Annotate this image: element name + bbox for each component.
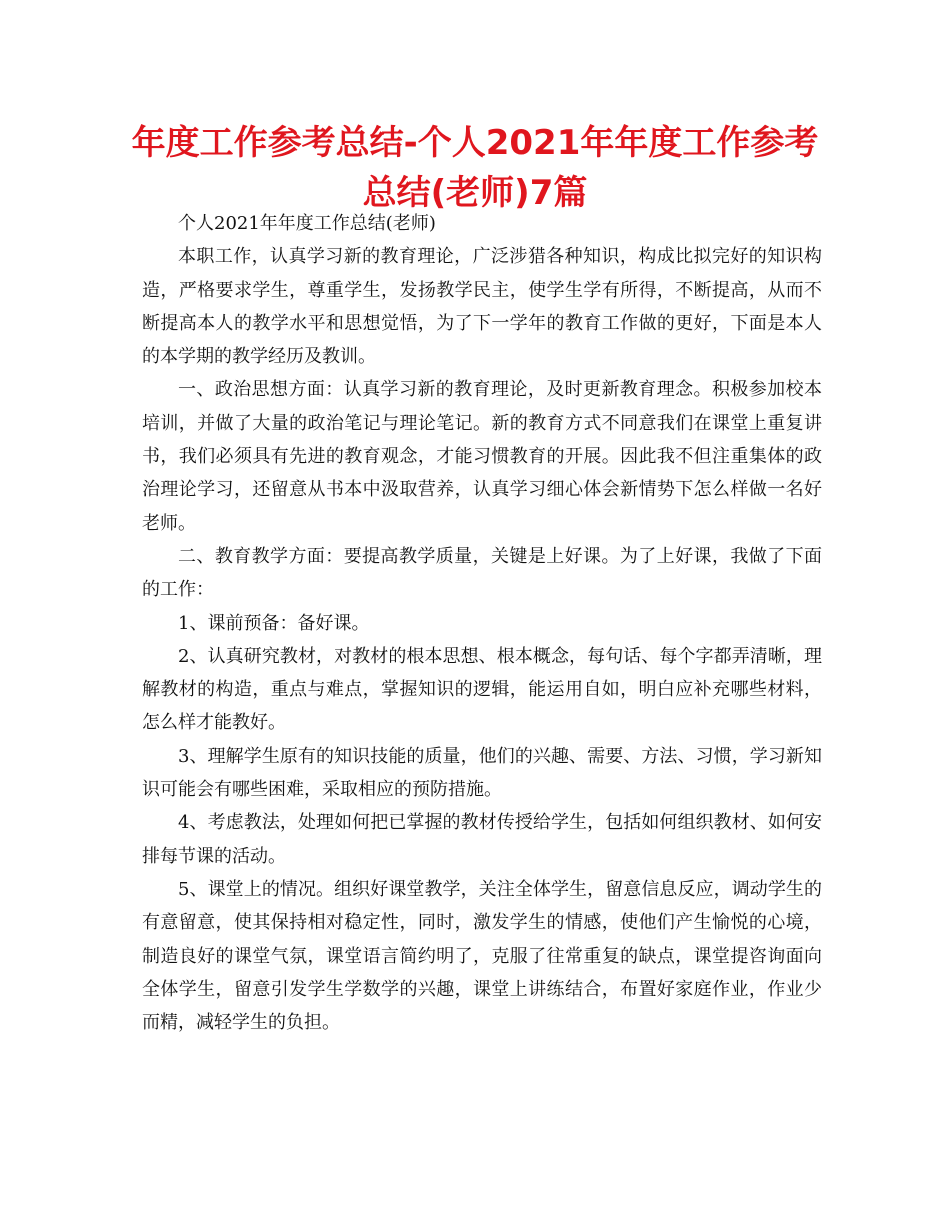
- document-body: [142, 207, 822, 1039]
- paragraph-item-4: 4、考虑教法，处理如何把已掌握的教材传授给学生，包括如何组织教材、如何安排每节课的活动。: [142, 812, 822, 867]
- paragraph-item-3: 3、理解学生原有的知识技能的质量，他们的兴趣、需要、方法、习惯，学习新知识可能会有哪些困难，采取相应的预防措施。: [142, 745, 822, 801]
- paragraph-item-1: 1、课前预备：备好课。: [178, 612, 370, 634]
- paragraph-intro: 本职工作，认真学习新的教育理论，广泛涉猎各种知识，构成比拟完好的知识构造，严格要求学生，尊重学生，发扬教学民主，使学生学有所得，不断提高，从而不断提高本人的教学水平和思想觉悟，为了下一学年的教育工作做的更好，下面是本人的本学期的教学经历及教训。: [142, 246, 822, 368]
- document-subtitle: 个人2021年年度工作总结(老师): [178, 213, 436, 234]
- paragraph-political: 一、政治思想方面：认真学习新的教育理论，及时更新教育理念。积极参加校本培训，并做了大量的政治笔记与理论笔记。新的教育方式不同意我们在课堂上重复讲书，我们必须具有先进的教育观念，才能习惯教育的开展。因此我不但注重集体的政治理论学习，还留意从书本中汲取营养，认真学习细心体会新情势下怎么样做一名好老师。: [142, 379, 822, 534]
- paragraph-teaching: 二、教育教学方面：要提高教学质量，关键是上好课。为了上好课，我做了下面的工作：: [142, 545, 822, 601]
- document-title: 年度工作参考总结-个人2021年年度工作参考总结(老师)7篇: [131, 123, 819, 213]
- paragraph-item-5: 5、课堂上的情况。组织好课堂教学，关注全体学生，留意信息反应，调动学生的有意留意，使其保持相对稳定性，同时，激发学生的情感，使他们产生愉悦的心境，制造良好的课堂气氛，课堂语言简约明了，克服了往常重复的缺点，课堂提咨询面向全体学生，留意引发学生学数学的兴趣，课堂上讲练结合，布置好家庭作业，作业少而精，减轻学生的负担。: [142, 878, 822, 1034]
- paragraph-item-2: 2、认真研究教材，对教材的根本思想、根本概念，每句话、每个字都弄清晰，理解教材的构造，重点与难点，掌握知识的逻辑，能运用自如，明白应补充哪些材料，怎么样才能教好。: [142, 645, 822, 734]
